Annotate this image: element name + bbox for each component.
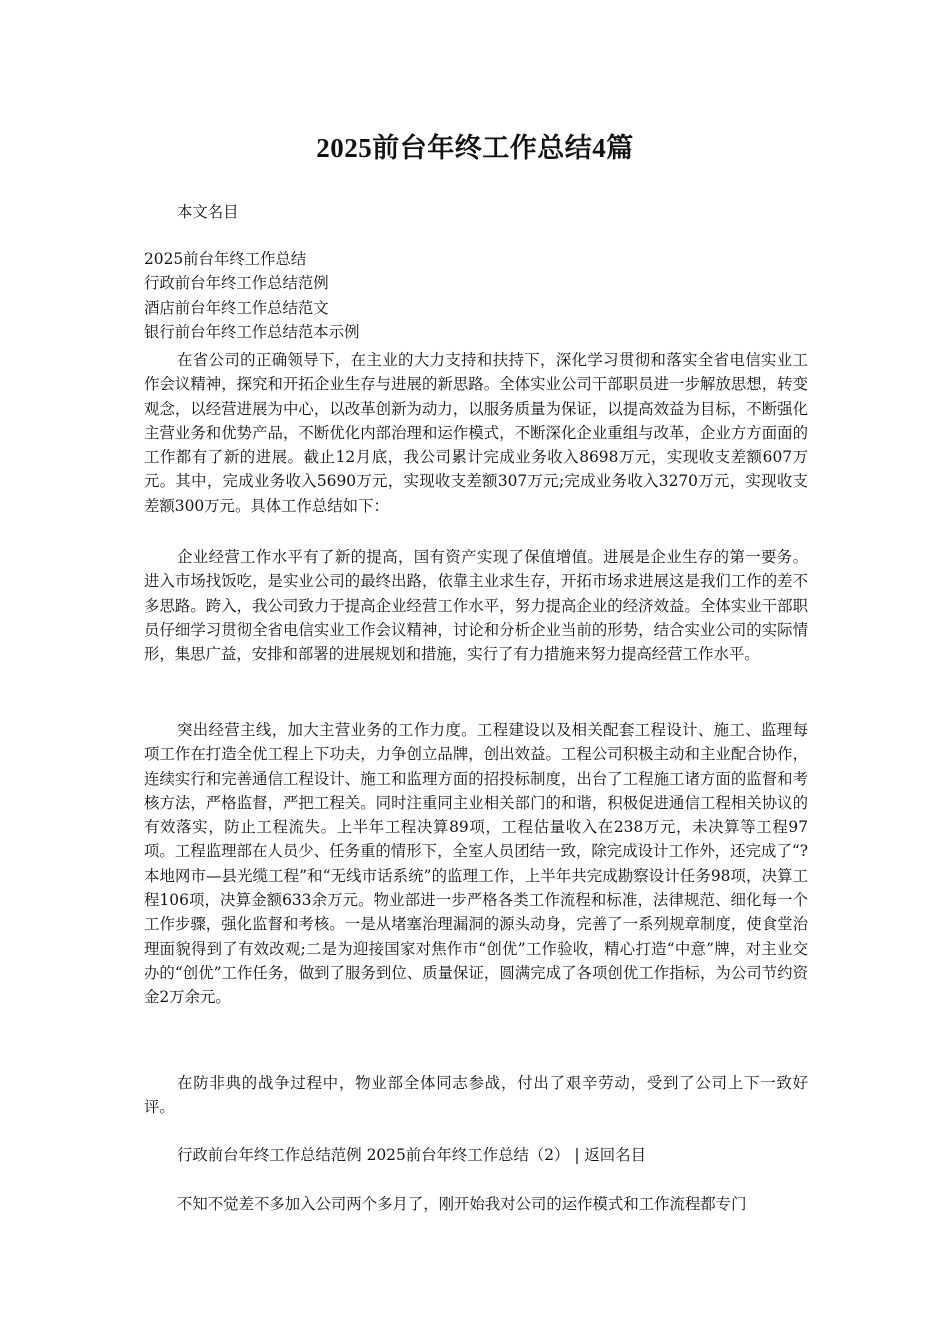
document-title: 2025前台年终工作总结4篇 <box>316 133 634 163</box>
toc-item-annual-summary[interactable]: 2025前台年终工作总结 <box>144 250 307 268</box>
toc-item-hotel-reception[interactable]: 酒店前台年终工作总结范文 <box>144 298 329 317</box>
toc-item-bank-reception[interactable]: 银行前台年终工作总结范本示例 <box>144 322 360 341</box>
toc-heading: 本文名目 <box>177 203 239 221</box>
paragraph-sars-prevention: 在防非典的战争过程中，物业部全体同志参战，付出了艰辛劳动，受到了公司上下一致好评。 <box>144 1074 808 1117</box>
paragraph-intro: 在省公司的正确领导下，在主业的大力支持和扶持下，深化学习贯彻和落实全省电信实业工作会议精神，探究和开拓企业生存与进展的新思路。全体实业公司干部职员进一步解放思想，转变观念，以经营进展为中心，以改革创新为动力，以服务质量为保证，以提高效益为目标，不断强化主营业务和优势产品，不断优化内部治理和运作模式，不断深化企业重组与改革，企业方方面面的工作都有了新的进展。截止12月底，我公司累计完成业务收入8698万元，实现收支差额607万元。其中，完成业务收入5690万元，实现收支差额307万元;完成业务收入3270万元，实现收支差额300万元。具体工作总结如下： <box>144 351 808 515</box>
section-link-line[interactable]: 行政前台年终工作总结范例 2025前台年终工作总结（2） | 返回名目 <box>177 1146 646 1164</box>
paragraph-main-business: 突出经营主线，加大主营业务的工作力度。工程建设以及相关配套工程设计、施工、监理每项工作在打造全优工程上下功夫，力争创立品牌，创出效益。工程公司积极主动和主业配合协作，连续实行和完善通信工程设计、施工和监理方面的招投标制度，出台了工程施工诸方面的监督和考核方法，严格监督，严把工程关。同时注重同主业相关部门的和谐，积极促进通信工程相关协议的有效落实，防止工程流失。上半年工程决算89项，工程估量收入在238万元，未决算等工程97项。工程监理部在人员少、任务重的情形下，全室人员团结一致，除完成设计工作外，还完成了“?本地网市—县光缆工程”和“无线市话系统”的监理工作，上半年共完成勘察设计任务98项，决算工程106项，决算金额633余万元。物业部进一步严格各类工作流程和标准，法律规范、细化每一个工作步骤，强化监督和考核。一是从堵塞治理漏洞的源头动身，完善了一系列规章制度，使食堂治理面貌得到了有效改观;二是为迎接国家对焦作市“创优”工作验收，精心打造“中意”牌，对主业交办的“创优”工作任务，做到了服务到位、质量保证，圆满完成了各项创优工作指标，为公司节约资金2万余元。 <box>144 721 808 1007</box>
toc-item-admin-reception[interactable]: 行政前台年终工作总结范例 <box>144 274 329 293</box>
paragraph-second-article-start: 不知不觉差不多加入公司两个多月了，刚开始我对公司的运作模式和工作流程都专门 <box>177 1195 747 1213</box>
table-of-contents <box>144 247 808 344</box>
paragraph-business-level: 企业经营工作水平有了新的提高，国有资产实现了保值增值。进展是企业生存的第一要务。进入市场找饭吃，是实业公司的最终出路，依靠主业求生存，开拓市场求进展这是我们工作的差不多思路。跨入，我公司致力于提高企业经营工作水平，努力提高企业的经济效益。全体实业干部职员仔细学习贯彻全省电信实业工作会议精神，讨论和分析企业当前的形势，结合实业公司的实际情形，集思广益，安排和部署的进展规划和措施，实行了有力措施来努力提高经营工作水平。 <box>144 548 808 664</box>
